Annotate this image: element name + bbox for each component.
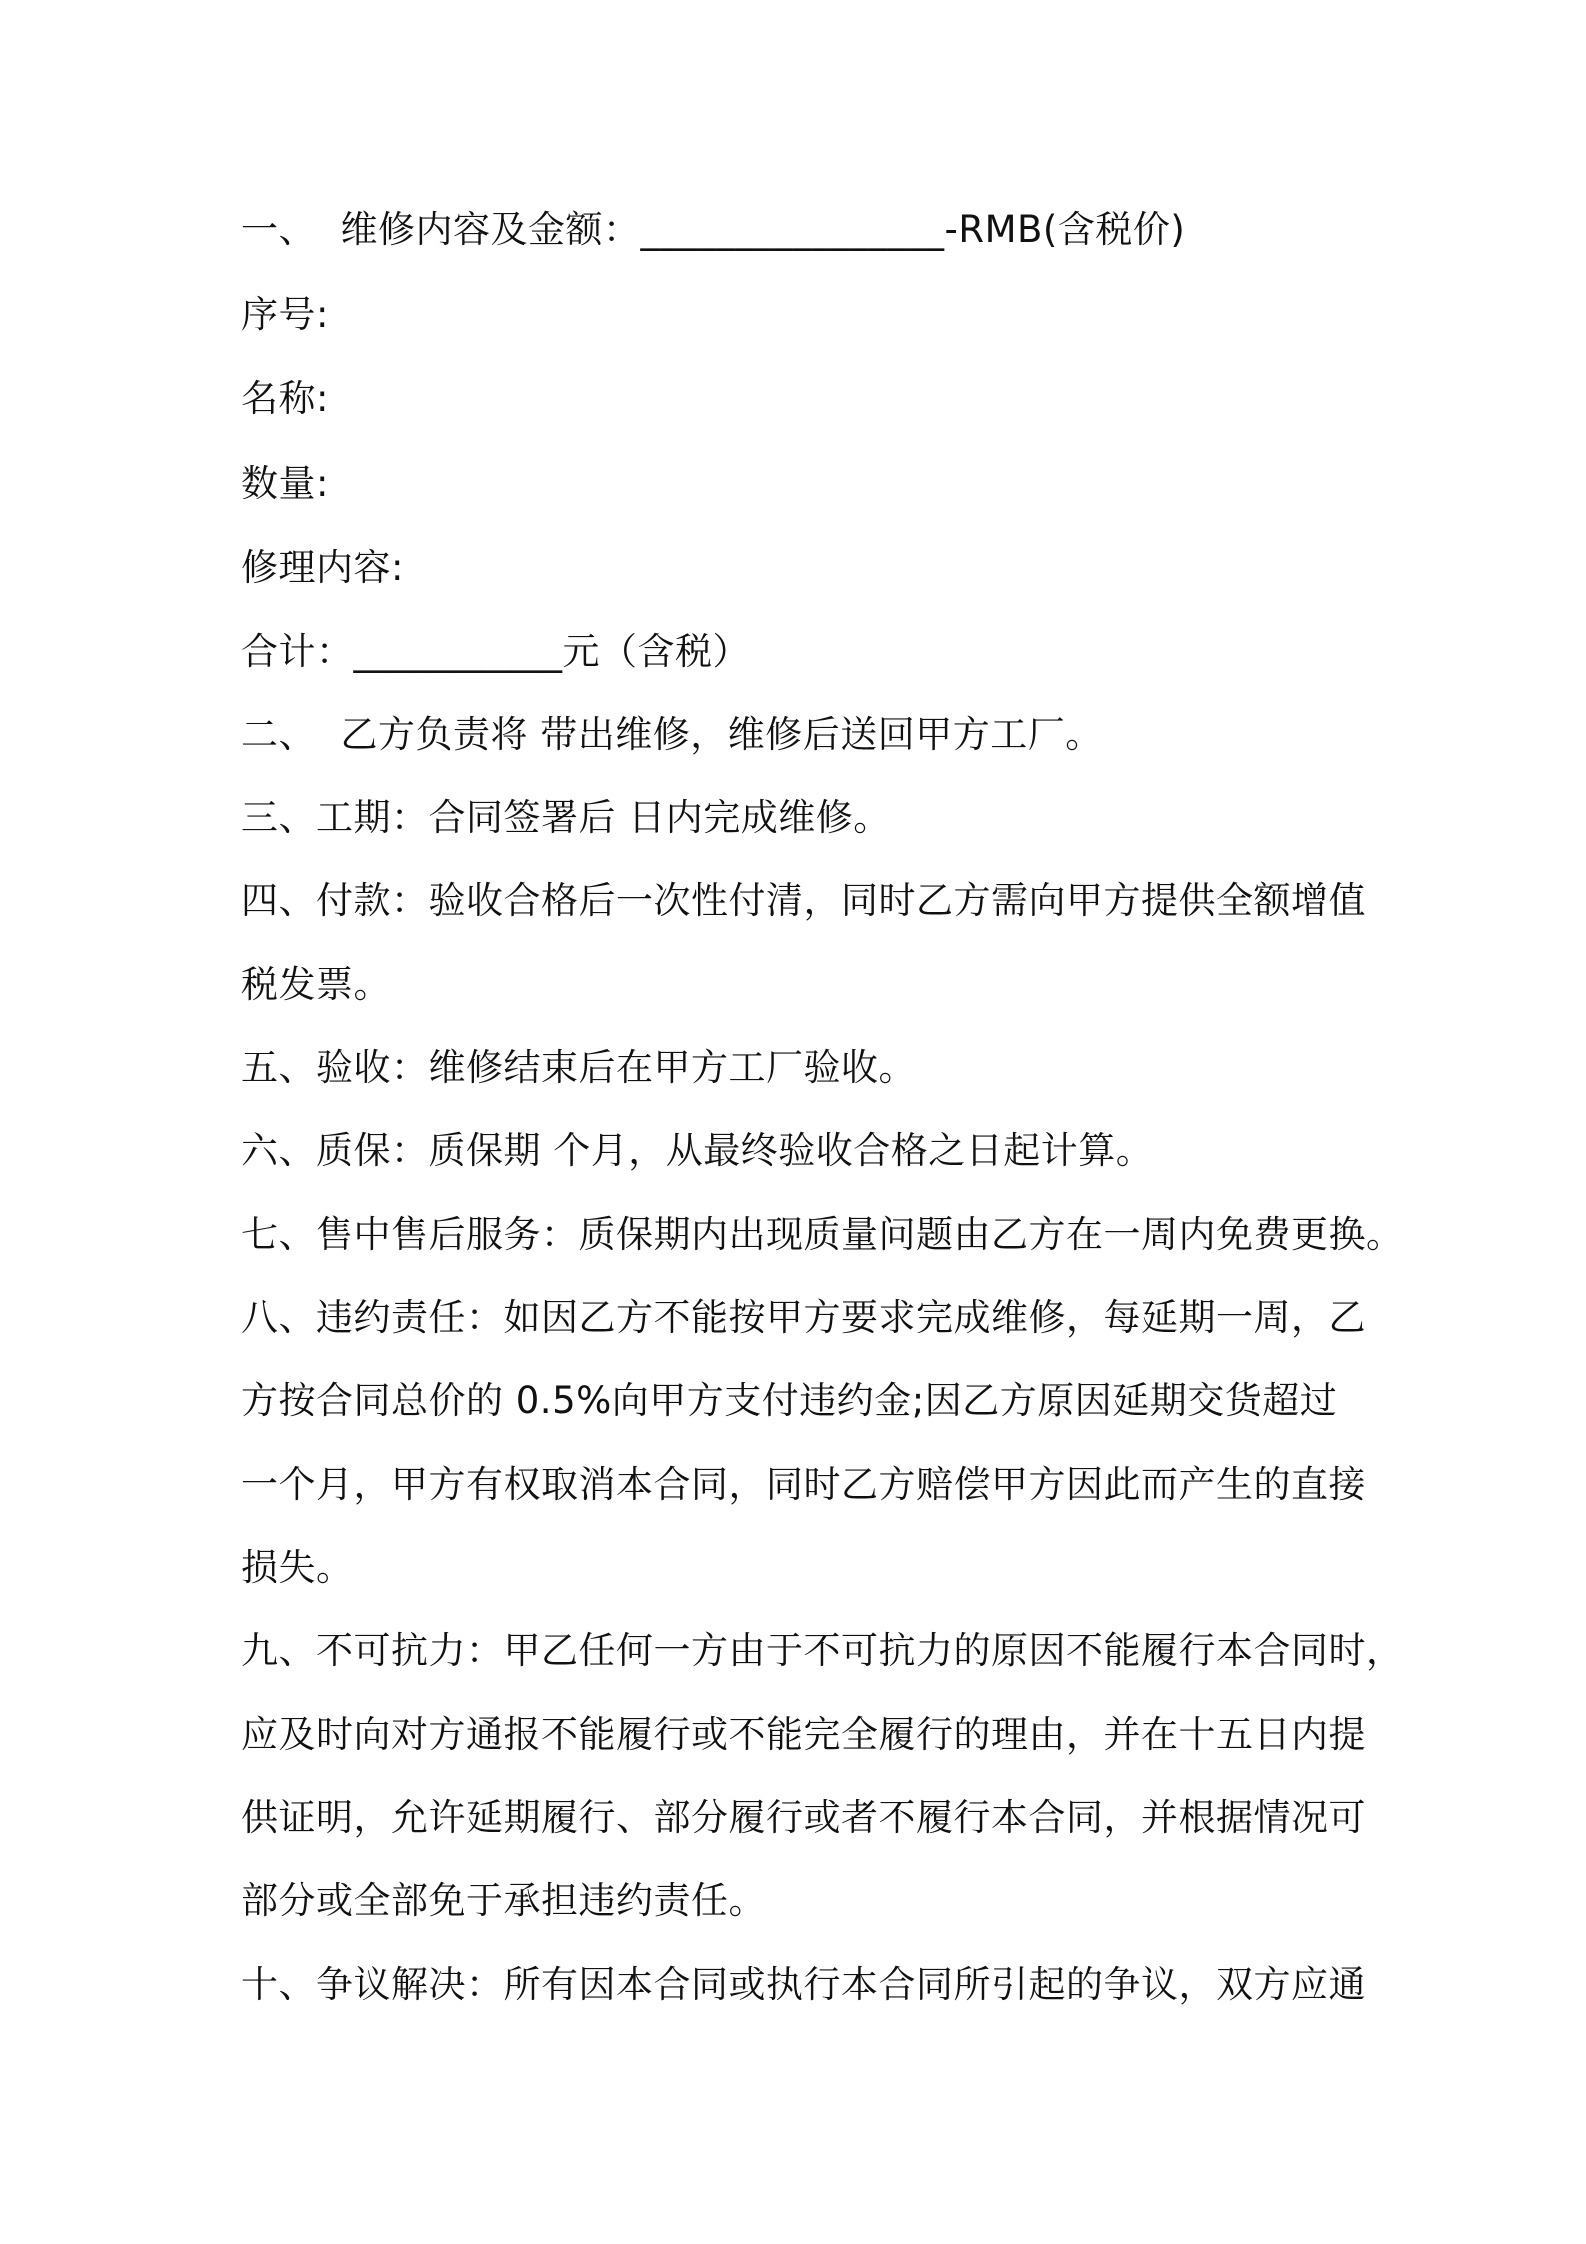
clause-8-liability-cont-1: 方按合同总价的 0.5%向甲方支付违约金;因乙方原因延期交货超过 bbox=[241, 1379, 1338, 1422]
clause-4-payment-cont: 税发票。 bbox=[241, 963, 391, 1006]
clause-10-dispute: 十、争议解决：所有因本合同或执行本合同所引起的争议，双方应通 bbox=[241, 1963, 1366, 2006]
field-quantity: 数量: bbox=[241, 462, 329, 505]
clause-2-repair-transport: 二、 乙方负责将 带出维修，维修后送回甲方工厂。 bbox=[241, 713, 1103, 756]
clause-9-force-majeure-cont-1: 应及时向对方通报不能履行或不能完全履行的理由，并在十五日内提 bbox=[241, 1713, 1366, 1756]
clause-8-liability-cont-2: 一个月，甲方有权取消本合同，同时乙方赔偿甲方因此而产生的直接 bbox=[241, 1463, 1366, 1506]
clause-8-liability-cont-3: 损失。 bbox=[241, 1546, 354, 1589]
field-repair-content: 修理内容: bbox=[241, 546, 404, 589]
clause-9-force-majeure-cont-3: 部分或全部免于承担违约责任。 bbox=[241, 1879, 766, 1922]
clause-1-repair-amount: 一、 维修内容及金额：________________-RMB(含税价) bbox=[241, 208, 1186, 251]
clause-8-liability: 八、违约责任：如因乙方不能按甲方要求完成维修，每延期一周，乙 bbox=[241, 1296, 1366, 1339]
field-serial-number: 序号: bbox=[241, 293, 329, 336]
clause-4-payment: 四、付款：验收合格后一次性付清，同时乙方需向甲方提供全额增值 bbox=[241, 879, 1366, 922]
field-total: 合计：___________元（含税） bbox=[241, 630, 750, 673]
clause-9-force-majeure: 九、不可抗力：甲乙任何一方由于不可抗力的原因不能履行本合同时， bbox=[241, 1629, 1404, 1672]
clause-5-acceptance: 五、验收：维修结束后在甲方工厂验收。 bbox=[241, 1046, 916, 1089]
clause-7-service: 七、售中售后服务：质保期内出现质量问题由乙方在一周内免费更换。 bbox=[241, 1213, 1404, 1256]
clause-6-warranty: 六、质保：质保期 个月，从最终验收合格之日起计算。 bbox=[241, 1129, 1154, 1172]
field-name: 名称: bbox=[241, 377, 329, 420]
clause-3-schedule: 三、工期：合同签署后 日内完成维修。 bbox=[241, 796, 891, 839]
clause-9-force-majeure-cont-2: 供证明，允许延期履行、部分履行或者不履行本合同，并根据情况可 bbox=[241, 1796, 1366, 1839]
